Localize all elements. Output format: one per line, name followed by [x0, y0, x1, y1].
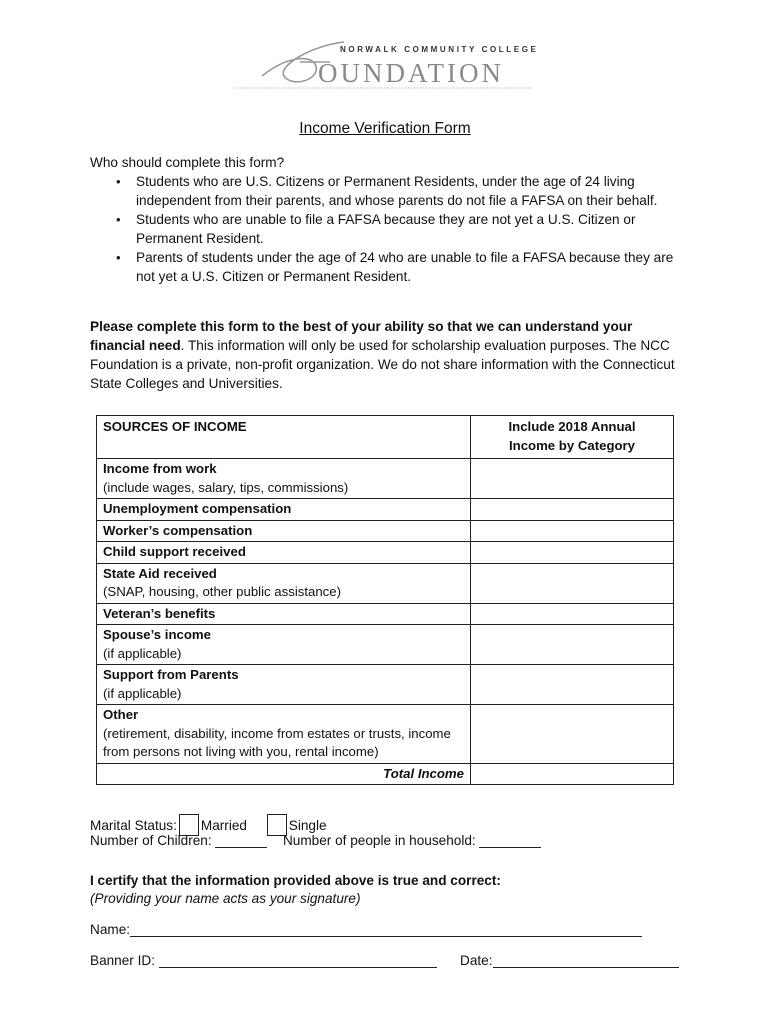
bullet-icon: • [116, 174, 121, 189]
banner-id-row [90, 953, 437, 968]
amount-input-child-support[interactable] [471, 542, 674, 564]
eligibility-list [90, 172, 680, 286]
amount-input-veteran[interactable] [471, 603, 674, 625]
bullet-icon: • [116, 250, 121, 265]
household-people-label: Number of people in household: [282, 833, 476, 848]
row-label: Income from work [103, 461, 217, 476]
amount-input-parents[interactable] [471, 665, 674, 705]
instructions-paragraph [90, 317, 678, 393]
table-row [97, 542, 674, 564]
eligibility-item: • Parents of students under the age of 24 who are unable to file a FAFSA because they are not yet a U.S. Citizen or Permanent Resident. [116, 250, 674, 284]
amount-input-state-aid[interactable] [471, 563, 674, 603]
amount-input-other[interactable] [471, 705, 674, 764]
table-row [97, 625, 674, 665]
table-row [97, 499, 674, 521]
married-label: Married [200, 818, 247, 833]
table-row [97, 603, 674, 625]
certification-statement: I certify that the information provided above is true and correct: [90, 873, 501, 888]
amount-input-work[interactable] [471, 459, 674, 499]
table-row [97, 563, 674, 603]
row-label: Veteran’s benefits [103, 605, 216, 621]
header-sources: SOURCES OF INCOME [97, 416, 471, 459]
table-row [97, 665, 674, 705]
name-label: Name: [90, 922, 131, 937]
table-row [97, 459, 674, 499]
date-field[interactable] [493, 953, 679, 968]
row-label: Worker’s compensation [103, 522, 253, 538]
table-header-row [97, 416, 674, 459]
children-field[interactable] [215, 833, 267, 848]
logo-foundation-word: OUNDATION [318, 58, 504, 88]
household-people-field[interactable] [479, 833, 541, 848]
banner-id-field[interactable] [159, 953, 437, 968]
row-detail: (if applicable) [103, 645, 182, 661]
name-row [90, 922, 642, 937]
household-row [90, 832, 541, 850]
date-label: Date: [460, 953, 493, 968]
row-label: State Aid received [103, 565, 217, 581]
logo-college-name: NORWALK COMMUNITY COLLEGE [340, 45, 539, 54]
row-label: Unemployment compensation [103, 501, 292, 516]
income-table [96, 415, 674, 785]
eligibility-item: • Students who are U.S. Citizens or Permanent Residents, under the age of 24 living independent from their parents, and whose parents do not file a FAFSA on their behalf. [116, 174, 658, 208]
bullet-icon: • [116, 212, 121, 227]
total-label: Total Income [97, 763, 471, 785]
row-label: Support from Parents [103, 667, 239, 682]
instructions-rest: . This information will only be used for scholarship evaluation purposes. The NCC Foundation is a private, non-profit organization. We do not share information with the Connecticut State Colleges and Universities. [90, 338, 675, 391]
date-row [460, 953, 679, 968]
foundation-logo [232, 36, 538, 92]
table-row [97, 520, 674, 542]
banner-id-label: Banner ID: [90, 953, 155, 968]
row-detail: (SNAP, housing, other public assistance) [103, 584, 341, 599]
amount-input-unemployment[interactable] [471, 499, 674, 521]
row-detail: (if applicable) [103, 685, 182, 701]
eligibility-question: Who should complete this form? [90, 155, 285, 170]
children-label: Number of Children: [90, 833, 212, 848]
header-amount: Include 2018 Annual Income by Category [471, 416, 674, 459]
row-label: Child support received [103, 544, 246, 559]
name-field[interactable] [130, 922, 642, 937]
row-label: Spouse’s income [103, 627, 211, 642]
row-label: Other [103, 707, 139, 722]
marital-status-label: Marital Status: [90, 818, 177, 833]
certification-section [90, 872, 501, 908]
amount-input-spouse[interactable] [471, 625, 674, 665]
certification-note: (Providing your name acts as your signature) [90, 891, 361, 906]
eligibility-section [90, 153, 680, 286]
instructions-bold: Please complete this form to the best of your ability so that we can understand your financial need [90, 319, 633, 353]
total-row [97, 763, 674, 785]
row-detail: (retirement, disability, income from estates or trusts, income from persons not living with you, rental income) [103, 725, 451, 759]
row-detail: (include wages, salary, tips, commissions) [103, 479, 349, 495]
form-title: Income Verification Form [299, 120, 471, 137]
eligibility-item: • Students who are unable to file a FAFSA because they are not yet a U.S. Citizen or Permanent Resident. [116, 212, 636, 246]
amount-input-total[interactable] [471, 763, 674, 785]
amount-input-workers-comp[interactable] [471, 520, 674, 542]
single-label: Single [288, 818, 327, 833]
table-row [97, 705, 674, 764]
